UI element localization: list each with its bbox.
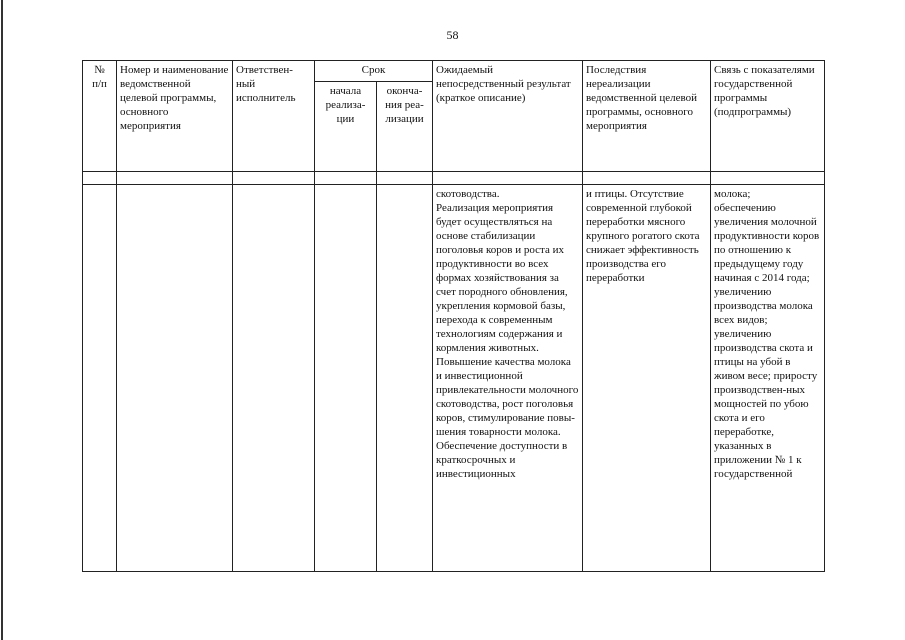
program-table xyxy=(82,60,825,572)
page-number: 58 xyxy=(446,28,459,42)
header-responsible: Ответствен- ный исполнитель xyxy=(233,61,315,172)
header-consequences: Последствия нереализации ведомственной целевой программы, основного мероприятия xyxy=(583,61,711,172)
cell-program-name xyxy=(117,185,233,572)
table-row xyxy=(83,185,825,572)
header-term: Срок xyxy=(315,61,433,82)
table-spacer-row xyxy=(83,172,825,185)
cell-term-start xyxy=(315,185,377,572)
page-left-edge xyxy=(1,0,3,640)
header-num: № п/п xyxy=(83,61,117,172)
header-link-indicators: Связь с показателями государственной программы (подпрограммы) xyxy=(711,61,825,172)
cell-num xyxy=(83,185,117,572)
header-expected-result: Ожидаемый непосредственный результат (краткое описание) xyxy=(433,61,583,172)
header-program-name: Номер и наименование ведомственной целевой программы, основного мероприятия xyxy=(117,61,233,172)
header-term-end: оконча- ния реа- лизации xyxy=(377,82,433,172)
cell-link-indicators: молока; обеспечению увеличения молочной продуктивности коров по отношению к предыдущему году начиная с 2014 года; увеличению производства молока всех видов; увеличению производства скота и птицы на убой в живом весе; приросту производствен-ных мощностей по убою скота и его переработке, указанных в приложении № 1 к государственной xyxy=(711,185,825,572)
header-term-start: начала реализа- ции xyxy=(315,82,377,172)
cell-responsible xyxy=(233,185,315,572)
cell-expected-result: скотоводства. Реализация мероприятия будет осуществляться на основе стабилизации поголовья коров и роста их продуктивности во всех формах хозяйствования за счет породного обновления, укрепления кормовой базы, перехода к современным технологиям содержания и кормления животных. Повышение качества молока и инвестиционной привлекательности молочного скотоводства, рост поголовья коров, стимулирование повы-шения товарности молока. Обеспечение доступности в краткосрочных и инвестиционных xyxy=(433,185,583,572)
table-header-row xyxy=(83,61,825,82)
cell-consequences: и птицы. Отсутствие современной глубокой переработки мясного крупного рогатого скота снижает эффективность производства его переработки xyxy=(583,185,711,572)
cell-term-end xyxy=(377,185,433,572)
